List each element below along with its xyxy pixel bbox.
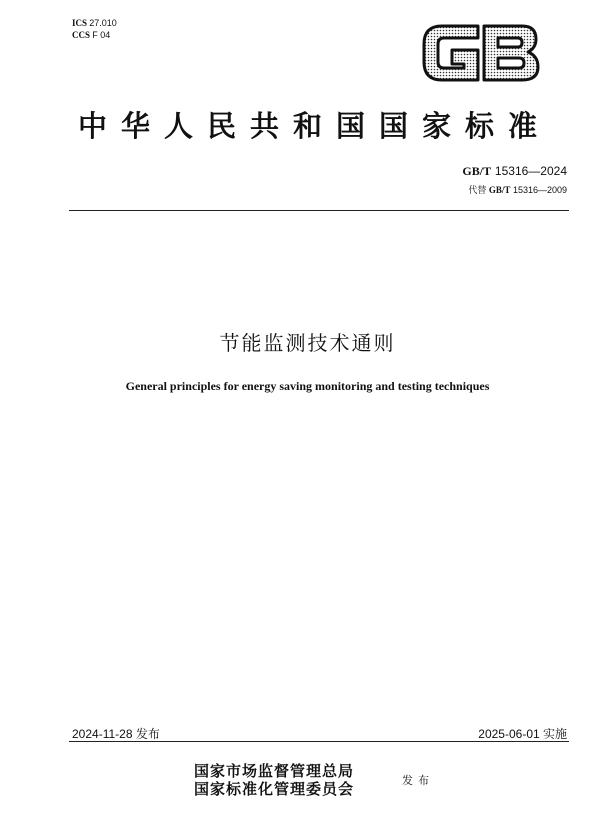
ics-label: ICS [72,18,88,28]
implementation-date: 2025-06-01 实施 [478,727,567,741]
issue-date: 2024-11-28 发布 [72,727,160,741]
issuer-sac: 国家标准化管理委员会 [194,780,355,798]
replaces-standard [468,183,567,196]
english-title: General principles for energy saving monitoring and testing techniques [125,379,490,393]
standard-number [462,164,567,179]
gb-logo-icon [418,20,542,86]
standard-code: 15316—2024 [494,164,567,178]
ccs-label: CCS [72,30,91,40]
classification-codes [72,17,117,41]
replaces-code: 15316—2009 [512,185,567,195]
issuing-authorities [194,762,354,798]
replaces-label: 代替 [468,185,487,195]
national-standard-masthead: 中华人民共和国国家标准 [77,109,551,143]
issuer-samr: 国家市场监督管理总局 [194,762,355,780]
top-divider [69,210,569,211]
ccs-value: F 04 [92,30,111,40]
ics-value: 27.010 [89,18,117,28]
replaces-prefix: GB/T [488,185,511,195]
chinese-title: 节能监测技术通则 [219,331,396,355]
bottom-divider [69,741,569,742]
standard-prefix: GB/T [462,164,492,178]
issue-action: 发布 [402,774,434,787]
